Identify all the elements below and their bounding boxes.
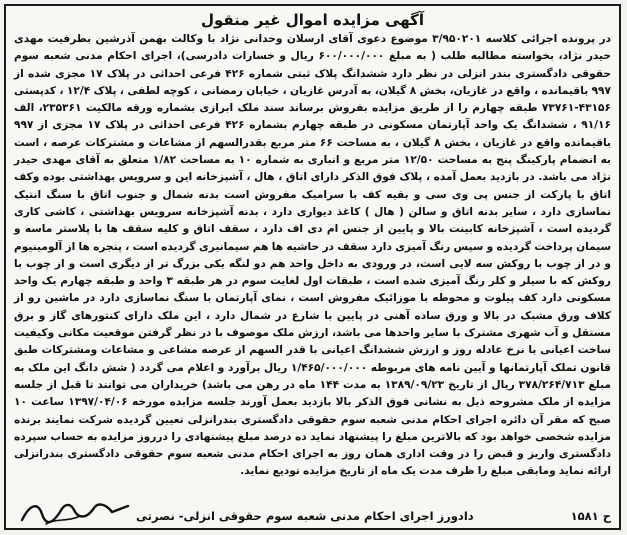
footer-code: ح ۱۵۸۱ — [570, 509, 611, 523]
notice-title: آگهی مزایده اموال غیر منقول — [200, 11, 425, 29]
auction-notice — [4, 4, 621, 530]
notice-body: در پرونده اجرائی کلاسه ۳/۹۵۰۲۰۱ موضوع دعوی آقای ارسلان وحدانی نژاد با وکالت بهمن آذرشین بطرفیت مهدی حیدر نژاد، بخواسته مطالبه طلب ( به مبلغ ۶۰۰/۰۰۰/۰۰۰ ریال و خسارات دادرسی)، اجرای احکام مدنی شعبه سوم حقوقی دادگستری بندر انزلی در نظر دارد ششدانگ پلاک ثبتی شماره ۴۲۶ فرعی احداثی در پلاک ۱۷ مجزی شده از ۹۹۷ باقیمانده ، واقع در غازیان، بخش ۸ گیلان، به آدرس غازیان ، خیابان رمضانی ، کوچه لطفی ، پلاک ۱۲/۴ ، کدپستی ۴۳۱۵۶-۷۳۷۶۱ طبقه چهارم را از طریق مزایده بفروش برساند سند ملک ابرازی بشماره ورقه مالکیت ۲۳۵۳۶۱، الف ۹۱/۱۶ ، ششدانگ یک واحد آپارتمان مسکونی در طبقه چهارم بشماره ۴۲۶ فرعی احداثی در پلاک ۱۷ مجزی از ۹۹۷ باقیمانده واقع در غازیان ، بخش ۸ گیلان ، به مساحت ۶۶ متر مربع بقدرالسهم از مشاعات و مشترکات عرصه ، است به انضمام پارکینگ پنج به مساحت ۱۲/۵۰ متر مربع و انباری به شماره ۱۰ به مساحت ۱/۸۲ متعلق به آقای مهدی حیدر نژاد می باشد. در بازدید بعمل آمده ، پلاک فوق الذکر دارای اتاق ، هال ، آشپزخانه این و سرویس بهداشتی بوده وکف اتاق با پارکت از جنس پی وی سی و بقیه کف با سرامیک مفروش است بدنه شمال و جنوب اتاق با سنگ انتیک نماسازی دارد ، سایر بدنه اتاق و سالن ( هال ) کاغذ دیواری دارد ، بدنه آشپزخانه سرویس بهداشتی ، کاشی کاری گردیده است ، آشپزخانه کابینت بالا و پایین از جنس ام دی اف دارد ، سقف اتاق و کلیه سقف ها با پلاستر ماسه و سیمان پرداخت گردیده و سپس رنگ آمیزی دارد سقف در حاشیه ها هم سیمانیری گردیده است ، پنجره ها از آلومینیوم و در از چوب با روکش سه لایی است، در ورودی به داخل واحد هم دو لنگه یکی بزرگ تر از دیگری است و از چوب با روکش که با سیلر و کلر رنگ آمیزی شده است ، طبقات اول لغایت سوم در هر طبقه ۳ واحد و طبقه چهارم یک واحد مسکونی دارد کف پیلوت و محوطه با موزائیک مفروش است ، نمای آپارتمان با سنگ نماسازی دارد در ماشین رو از کلاف ورق مشبک در بالا و ورق ساده آهنی در پایین با شارع در شمال دارد ، این ملک دارای کنتورهای گاز و برق مستقل و آب شهری مشترک با سایر واحدها می باشد، ارزش ملک موصوف با در نظر گرفتن موقعیت مکانی وکیفیت ساخت اعیانی با نرخ عادله روز و ارزش ششدانگ اعیانی با قدر السهم از عرصه مشاعی و مشاعات ومشترکات طبق قانون تملک آپارتمانها و آیین نامه های مربوطه ۱/۴۶۵/۰۰۰/۰۰۰ ریال برآورد و اعلام می گردد ( شش دانگ این ملک به مبلغ ۳۷۸/۲۶۴/۷۱۳ ریال از تاریخ ۱۳۸۹/۰۹/۲۳ به مدت ۱۴۴ ماه در رهن می باشد) خریداران می توانند تا قبل از جلسه مزایده از ملک مشروحه ذیل به نشانی فوق الذکر بالا بازدید بعمل آورند جلسه مزایده مورخه ۱۳۹۷/۰۴/۰۶ ساعت ۱۰ صبح که مقر آن دائره اجرای احکام مدنی شعبه سوم حقوقی دادگستری بندرانزلی تعیین گردیده شرکت نمایند برنده مزایده شخصی خواهد بود که بالاترین مبلغ را پیشنهاد نماید ده درصد مبلغ پیشنهادی را درروز مزایده به حساب سپرده دادگستری واریز و قبض را در وقت اداری همان روز به اجرای احکام مدنی شعبه سوم حقوقی دادگستری بندرانزلی ارائه نماید ومابقی مبلغ را ظرف مدت یک ماه از تاریخ مزایده تودیع نماید. — [14, 33, 612, 478]
notice-footer — [136, 506, 611, 526]
footer-signature-text: دادورز اجرای احکام مدنی شعبه سوم حقوقی انزلی- نصرتی — [136, 509, 474, 523]
handwritten-signature — [16, 494, 136, 528]
